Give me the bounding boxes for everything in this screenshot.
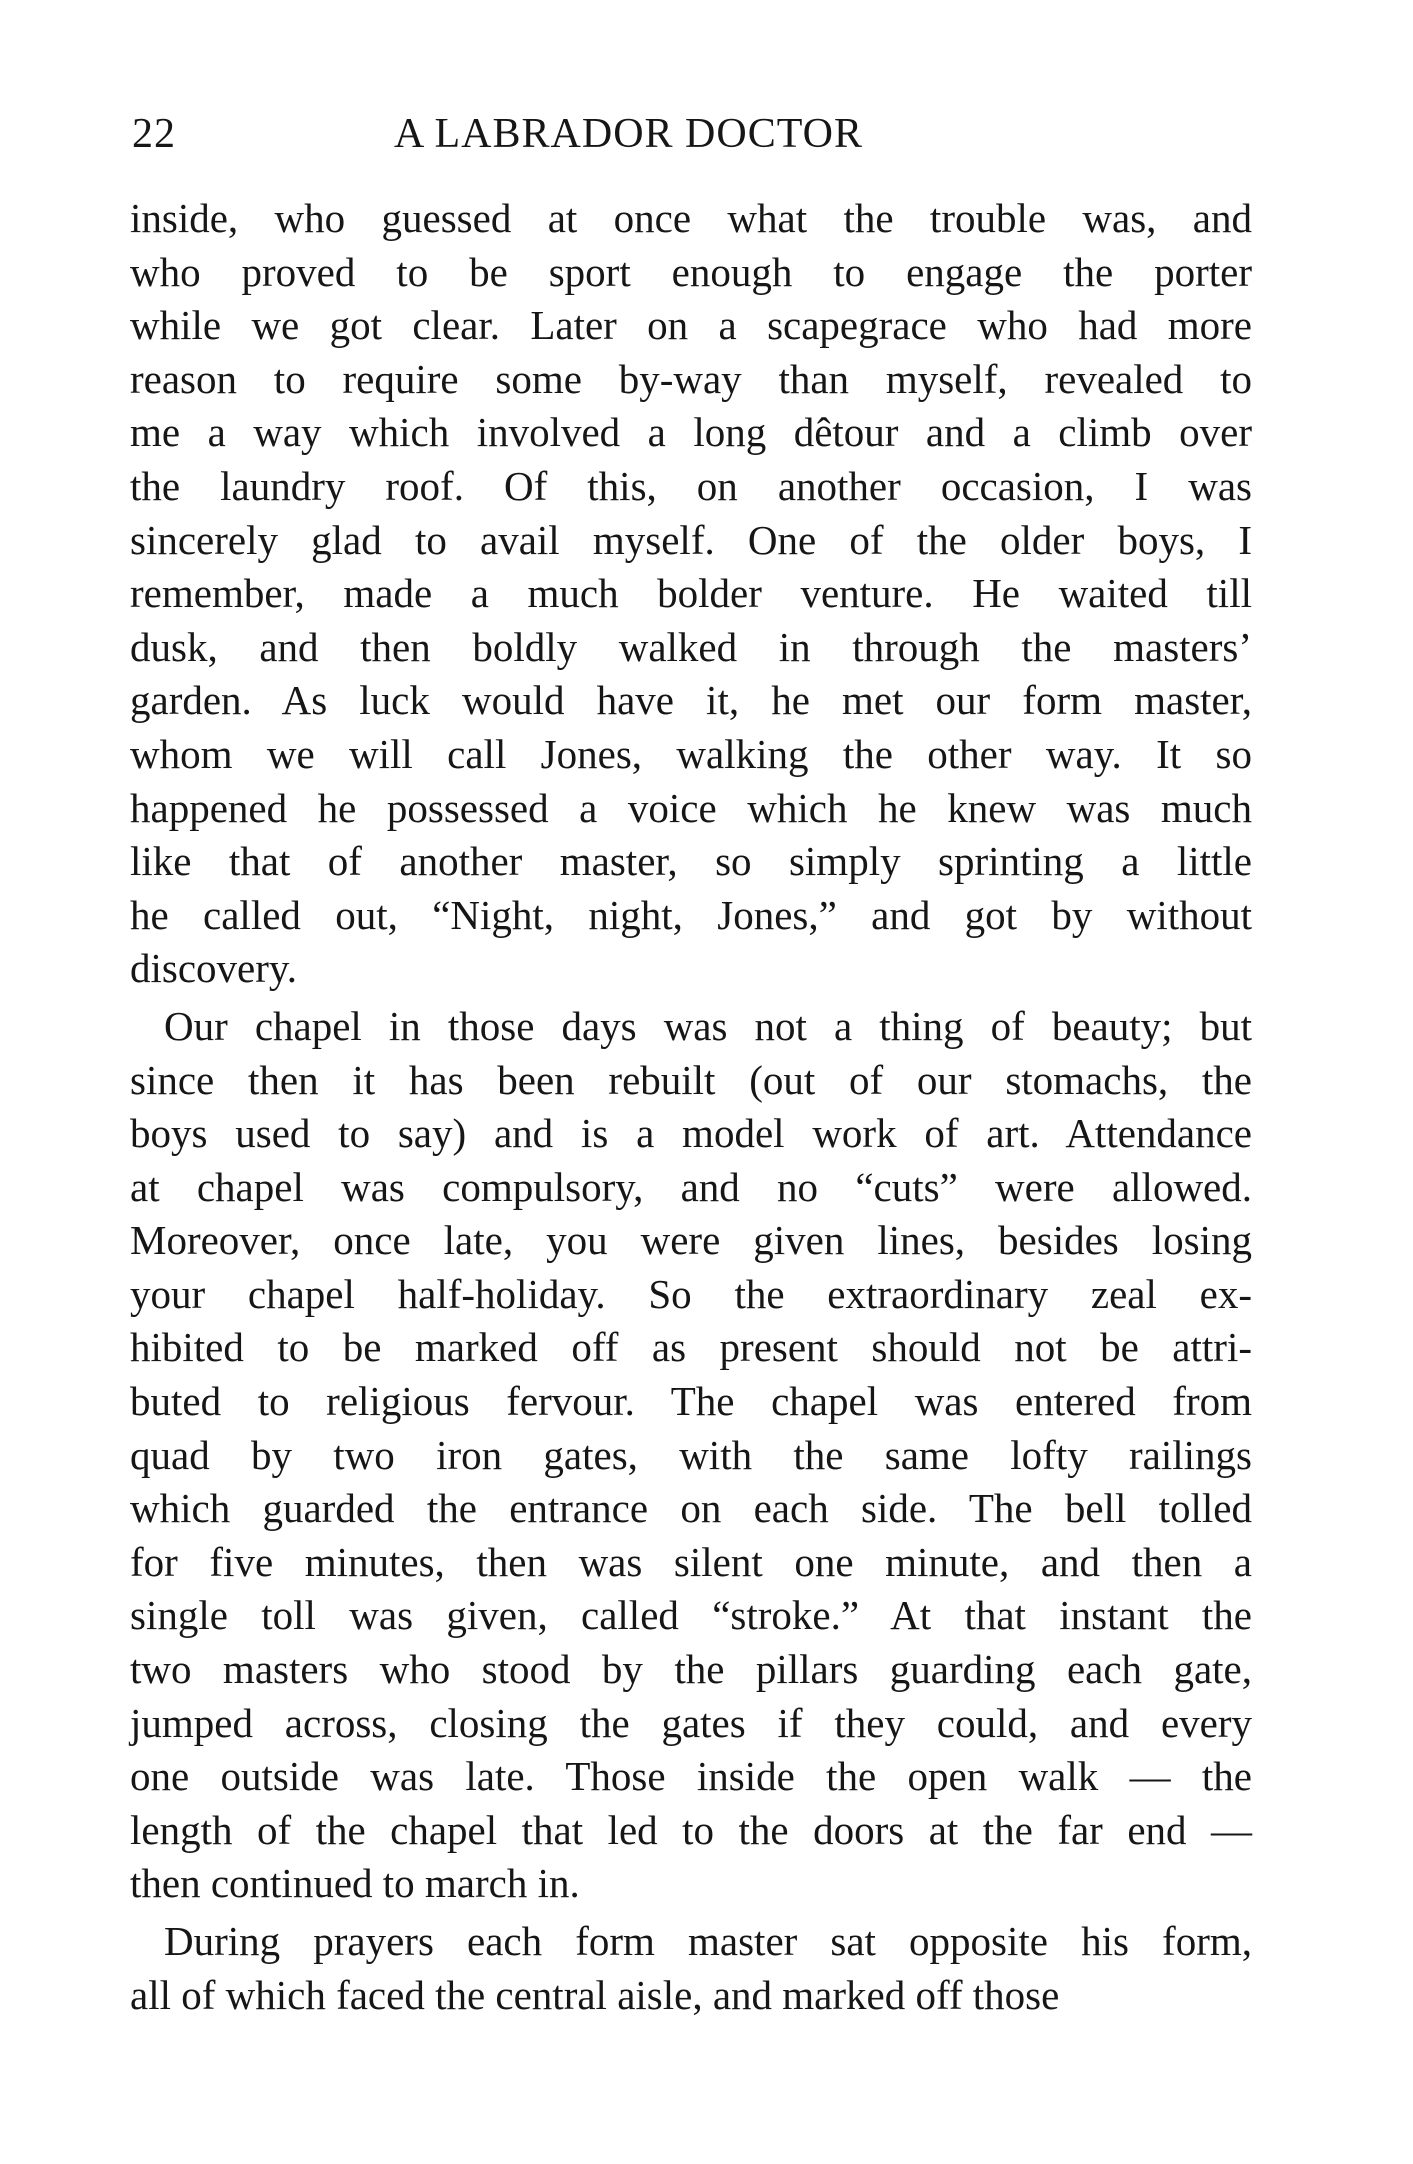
text-line: discovery. bbox=[130, 945, 297, 992]
text-line: two masters who stood by the pillars guarding each gate, bbox=[130, 1646, 1252, 1693]
text-line: garden. As luck would have it, he met our form master, bbox=[130, 677, 1252, 724]
text-line: then continued to march in. bbox=[130, 1860, 580, 1907]
paragraph bbox=[130, 192, 1252, 996]
text-line: me a way which involved a long dêtour and a climb over bbox=[130, 409, 1252, 456]
text-line: whom we will call Jones, walking the other way. It so bbox=[130, 730, 1252, 777]
text-line: dusk, and then boldly walked in through the masters’ bbox=[130, 623, 1252, 670]
text-line: who proved to be sport enough to engage the porter bbox=[130, 248, 1252, 295]
text-line: jumped across, closing the gates if they could, and every bbox=[130, 1699, 1252, 1746]
text-line: boys used to say) and is a model work of art. Attendance bbox=[130, 1110, 1252, 1157]
text-line: which guarded the entrance on each side. The bell tolled bbox=[130, 1485, 1252, 1532]
page-header bbox=[132, 104, 1252, 164]
text-line: since then it has been rebuilt (out of our stomachs, the bbox=[130, 1056, 1252, 1103]
text-line: reason to require some by-way than myself, revealed to bbox=[130, 355, 1252, 402]
running-head-title: A LABRADOR DOCTOR bbox=[394, 111, 863, 157]
text-line: happened he possessed a voice which he knew was much bbox=[130, 784, 1252, 831]
page-number: 22 bbox=[132, 111, 176, 157]
text-line: the laundry roof. Of this, on another occasion, I was bbox=[130, 462, 1252, 509]
text-line: single toll was given, called “stroke.” At that instant the bbox=[130, 1592, 1252, 1639]
text-line: During prayers each form master sat opposite his form, bbox=[164, 1918, 1252, 1964]
text-line: one outside was late. Those inside the open walk — the bbox=[130, 1753, 1252, 1800]
text-line: Our chapel in those days was not a thing of beauty; but bbox=[164, 1002, 1252, 1049]
text-line: like that of another master, so simply sprinting a little bbox=[130, 838, 1252, 885]
text-line: for five minutes, then was silent one minute, and then a bbox=[130, 1538, 1252, 1585]
text-line: all of which faced the central aisle, and marked off those bbox=[130, 1971, 1060, 2018]
text-line: buted to religious fervour. The chapel was entered from bbox=[130, 1378, 1252, 1425]
text-line: at chapel was compulsory, and no “cuts” were allowed. bbox=[130, 1163, 1252, 1210]
text-line: your chapel half-holiday. So the extraordinary zeal ex- bbox=[130, 1270, 1252, 1317]
text-line: sincerely glad to avail myself. One of the older boys, I bbox=[130, 516, 1252, 563]
body-text bbox=[130, 192, 1252, 2022]
paragraph bbox=[130, 1911, 1252, 2022]
text-line: length of the chapel that led to the doors at the far end — bbox=[130, 1806, 1252, 1853]
text-line: quad by two iron gates, with the same lofty railings bbox=[130, 1431, 1252, 1478]
text-line: he called out, “Night, night, Jones,” and got by without bbox=[130, 891, 1252, 938]
paragraph bbox=[130, 996, 1252, 1911]
text-line: inside, who guessed at once what the trouble was, and bbox=[130, 195, 1252, 241]
text-line: while we got clear. Later on a scapegrace who had more bbox=[130, 302, 1252, 349]
text-line: remember, made a much bolder venture. He waited till bbox=[130, 570, 1252, 617]
text-line: hibited to be marked off as present should not be attri- bbox=[130, 1324, 1252, 1371]
text-line: Moreover, once late, you were given lines, besides losing bbox=[130, 1217, 1252, 1264]
